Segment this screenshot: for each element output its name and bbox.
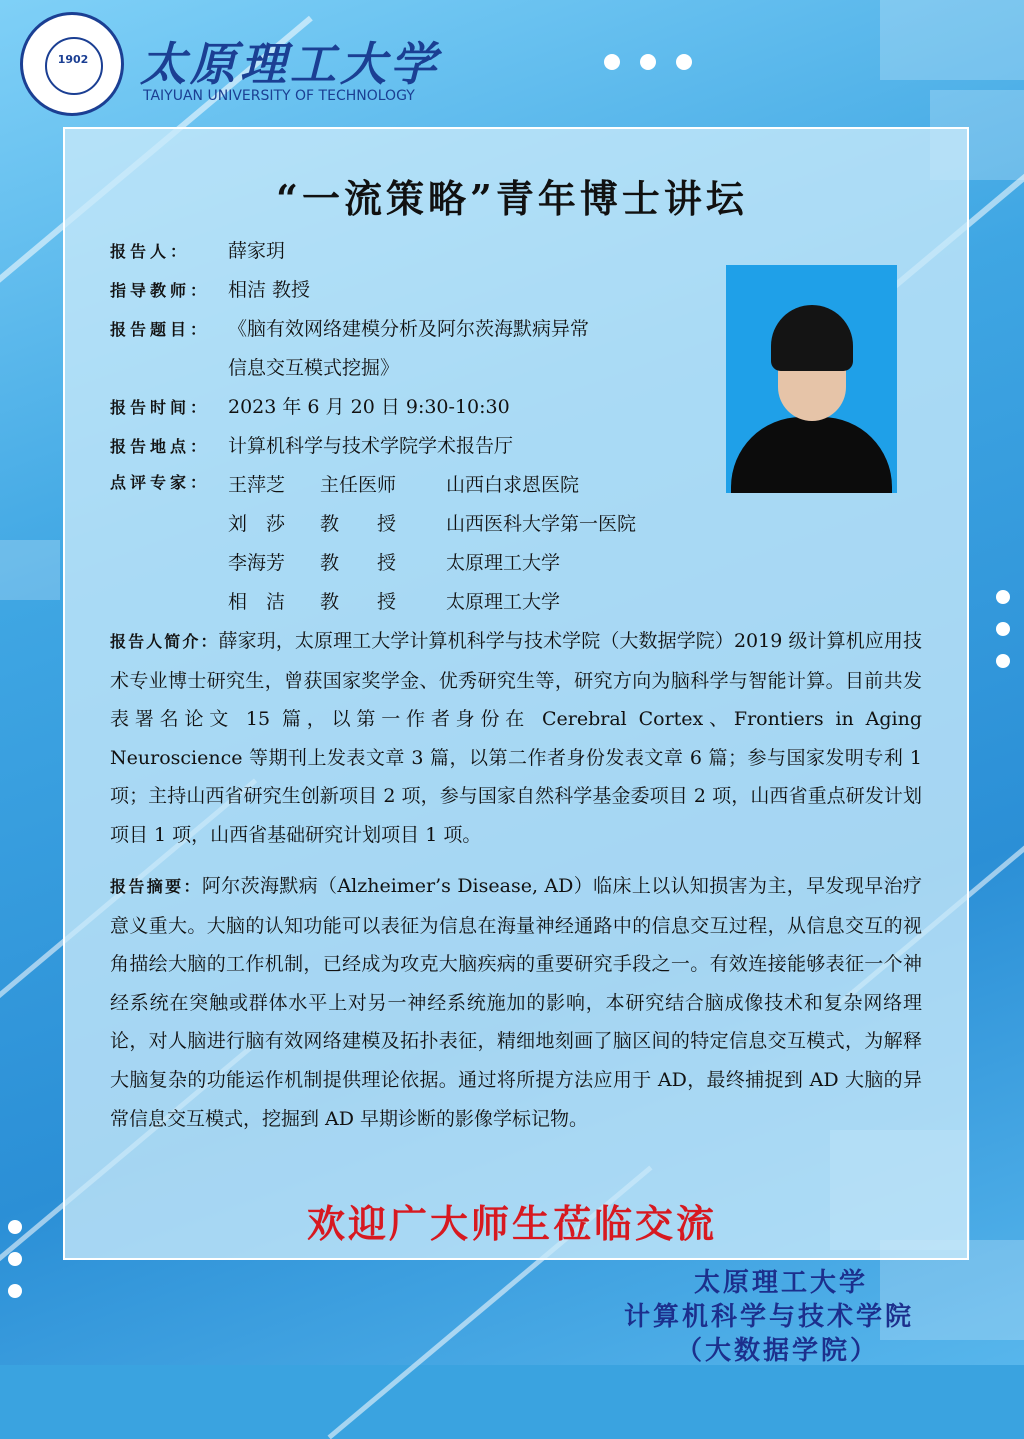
seal-year: 1902 — [57, 53, 89, 66]
university-name-cn: 太原理工大学 — [140, 37, 440, 91]
experts-label: 点评专家： — [110, 473, 211, 492]
place-value: 计算机科学与技术学院学术报告厅 — [228, 435, 514, 457]
experts-label-row — [110, 470, 228, 493]
abstract-label: 报告摘要： — [110, 877, 202, 896]
welcome-banner: 欢迎广大师生莅临交流 — [306, 1202, 717, 1246]
footer-line3: （大数据学院） — [676, 1336, 880, 1366]
expert-row — [228, 587, 560, 614]
bio-label: 报告人简介： — [110, 632, 219, 651]
topic-value-line2: 信息交互模式挖掘》 — [228, 357, 400, 379]
decor-square — [880, 0, 1024, 80]
expert-name: 相 洁 — [228, 591, 286, 613]
expert-name: 刘 莎 — [228, 513, 286, 535]
expert-title: 教 授 — [320, 513, 397, 535]
speaker-value: 薛家玥 — [228, 240, 286, 262]
advisor-row — [110, 275, 310, 302]
expert-org: 山西医科大学第一医院 — [446, 513, 637, 535]
expert-row — [228, 509, 636, 536]
speaker-row — [110, 236, 285, 263]
expert-org: 太原理工大学 — [446, 591, 561, 613]
expert-org: 太原理工大学 — [446, 552, 561, 574]
speaker-label: 报告人： — [110, 242, 191, 261]
decor-square — [0, 540, 60, 600]
footer-line2: 计算机科学与技术学院 — [624, 1302, 915, 1332]
expert-title: 主任医师 — [320, 474, 397, 496]
decor-dot — [604, 54, 620, 70]
topic-row — [110, 314, 589, 341]
topic-value-line1: 《脑有效网络建模分析及阿尔茨海默病异常 — [228, 318, 590, 340]
advisor-value: 相洁 教授 — [228, 279, 311, 301]
expert-row — [228, 548, 560, 575]
decor-dot — [996, 654, 1010, 668]
university-name-en: TAIYUAN UNIVERSITY OF TECHNOLOGY — [143, 88, 415, 104]
abstract-text: 阿尔茨海默病（Alzheimer’s Disease, AD）临床上以认知损害为主，早发现早治疗意义重大。大脑的认知功能可以表征为信息在海量神经通路中的信息交互过程，从信息交互的视角描绘大脑的工作机制，已经成为攻克大脑疾病的重要研究手段之一。有效连接能够表征一个神经系统在突触或群体水平上对另一神经系统施加的影响，本研究结合脑成像技术和复杂网络理论，对人脑进行脑有效网络建模及拓扑表征，精细地刻画了脑区间的特定信息交互模式，为解释大脑复杂的功能运作机制提供理论依据。通过将所提方法应用于 AD，最终捕捉到 AD 大脑的异常信息交互模式，挖掘到 AD 早期诊断的影像学标记物。 — [110, 875, 922, 1130]
decor-dot — [8, 1284, 22, 1298]
decor-dot — [640, 54, 656, 70]
topic-label: 报告题目： — [110, 320, 211, 339]
time-value: 2023 年 6 月 20 日 9:30-10:30 — [228, 396, 510, 418]
expert-name: 李海芳 — [228, 552, 286, 574]
decor-dot — [676, 54, 692, 70]
speaker-photo — [726, 265, 897, 493]
decor-dot — [8, 1252, 22, 1266]
abstract-paragraph — [110, 867, 922, 1138]
time-row — [110, 392, 510, 419]
advisor-label: 指导教师： — [110, 281, 211, 300]
place-label: 报告地点： — [110, 437, 211, 456]
expert-row — [228, 470, 579, 497]
university-seal-logo — [20, 12, 124, 116]
bio-text: 薛家玥，太原理工大学计算机科学与技术学院（大数据学院）2019 级计算机应用技术专业博士研究生，曾获国家奖学金、优秀研究生等，研究方向为脑科学与智能计算。目前共发表署名论文 15 篇，以第一作者身份在 Cerebral Cortex、Frontiers in Aging Neuroscience 等期刊上发表文章 3 篇，以第二作者身份发表文章 6 篇；参与国家发明专利 1 项；主持山西省研究生创新项目 2 项，参与国家自然科学基金委项目 2 项，山西省重点研发计划项目 1 项，山西省基础研究计划项目 1 项。 — [110, 630, 922, 846]
decor-dot — [996, 590, 1010, 604]
expert-org: 山西白求恩医院 — [446, 474, 580, 496]
expert-name: 王萍芝 — [228, 474, 286, 496]
expert-title: 教 授 — [320, 552, 397, 574]
bio-paragraph — [110, 622, 922, 855]
place-row — [110, 431, 513, 458]
expert-title: 教 授 — [320, 591, 397, 613]
decor-dot — [996, 622, 1010, 636]
page-title: “一流策略”青年博士讲坛 — [276, 176, 748, 221]
footer-line1: 太原理工大学 — [694, 1268, 869, 1298]
time-label: 报告时间： — [110, 398, 211, 417]
